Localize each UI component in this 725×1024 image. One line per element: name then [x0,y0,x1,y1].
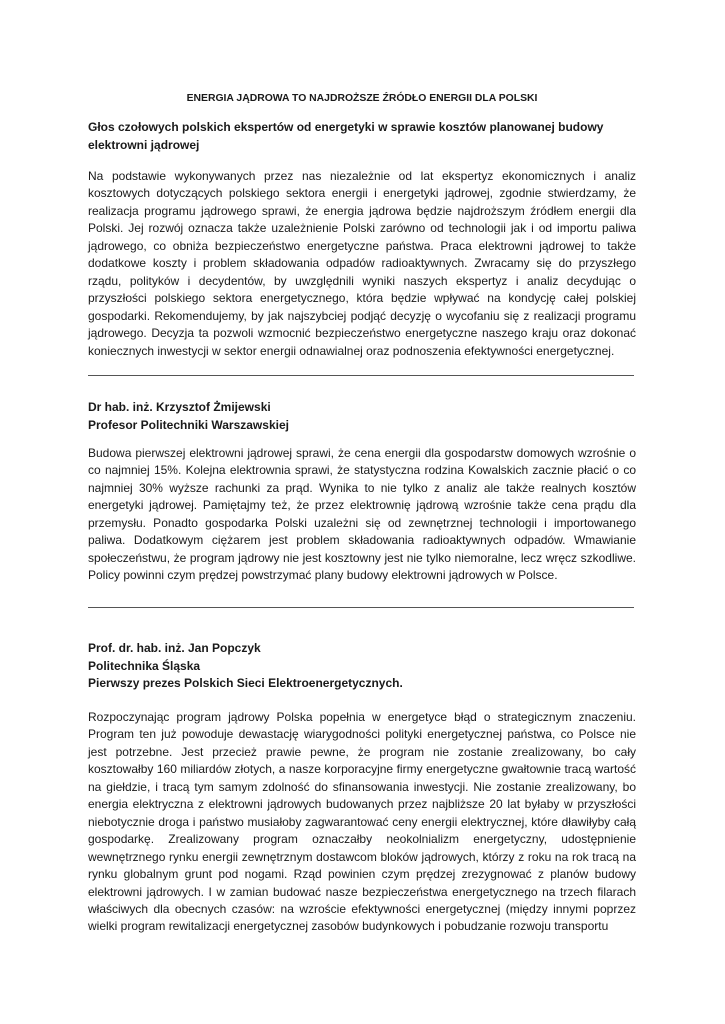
intro-paragraph: Na podstawie wykonywanych przez nas niezależnie od lat ekspertyz ekonomicznych i analiz kosztowych dotyczących polskiego sektora energii i energetyki jądrowej, zgodnie stwierdzamy, że realizacja programu jądrowego sprawi, że energia jądrowa będzie najdroższym źródłem energii dla Polski. Jej rozwój oznacza także uzależnienie Polski zarówno od technologii jak i od importu paliwa jądrowego, co obniża bezpieczeństwo energetyczne państwa. Praca elektrowni jądrowej to także dodatkowe koszty i problem składowania odpadów radioaktywnych. Zwracamy się do przyszłego rządu, polityków i decydentów, by uwzględnili wyniki naszych ekspertyz i analiz decydując o przyszłości polskiego sektora energetycznego, która będzie wpływać na kondycję całej polskiej gospodarki. Rekomendujemy, by jak najszybciej podjąć decyzję o wycofaniu się z realizacji programu jądrowego. Decyzja ta pozwoli wzmocnić bezpieczeństwo energetyczne naszego kraju oraz dokonać koniecznych inwestycji w sektor energii odnawialnej oraz podnoszenia efektywności energetycznej. [88,169,636,358]
expert-role: Pierwszy prezes Polskich Sieci Elektroenergetycznych. [88,676,403,690]
document-subtitle [88,119,636,154]
expert-affiliation: Politechnika Śląska [88,658,201,673]
expert-statement: Budowa pierwszej elektrowni jądrowej sprawi, że cena energii dla gospodarstw domowych wzrośnie o co najmniej 15%. Kolejna elektrownia sprawi, że statystyczna rodzina Kowalskich zacznie płacić o co najmniej 30% wyższe rachunki za prąd. Wynika to nie tylko z analiz ale także realnych kosztów energetyki jądrowej. Pamiętajmy też, że przez elektrownię jądrową wzrośnie także cena prądu dla przemysłu. Ponadto gospodarka Polski uzależni się od zewnętrznej technologii i importowanego paliwa. Dodatkowym ciężarem jest problem składowania radioaktywnych odpadów. Wmawianie społeczeństwu, że program jądrowy nie jest kosztowny jest nie tylko niemoralne, lecz wręcz szkodliwe. Policy powinni czym prędzej powstrzymać plany budowy elektrowni jądrowych w Polsce. [88,446,636,583]
expert-affiliation: Profesor Politechniki Warszawskiej [88,417,289,432]
expert-name: Prof. dr. hab. inż. Jan Popczyk [88,641,261,655]
document-title: ENERGIA JĄDROWA TO NAJDROŻSZE ŹRÓDŁO ENERGII DLA POLSKI [186,93,538,104]
expert-name: Dr hab. inż. Krzysztof Żmijewski [88,400,271,414]
subtitle-line: elektrowni jądrowej [88,137,200,152]
expert-header [88,399,636,434]
expert-statement: Rozpoczynając program jądrowy Polska popełnia w energetyce błąd o strategicznym znaczeniu. Program ten już powoduje dewastację wiarygodności polityki energetycznej państwa, co Polsce nie jest potrzebne. Jest przecież prawie pewne, że program nie zostanie zrealizowany, bo cały kosztowałby 160 miliardów złotych, a nasze korporacyjne firmy energetyczne gwałtownie tracą wartość na giełdzie, i tracą tym samym zdolność do sfinansowania inwestycji. Nie zostanie zrealizowany, bo energia elektryczna z elektrowni jądrowych budowanych przez najbliższe 20 lat byłaby w przyszłości niebotycznie droga i państwo musiałoby zagwarantować ceny energii elektrycznej, które dławiłyby całą gospodarkę. Zrealizowany program oznaczałby neokolnializm energetyczny, udostępnienie wewnętrznego rynku energii zewnętrznym dostawcom bloków jądrowych, którzy z roku na rok tracą na rynku globalnym grunt pod nogami. Rząd powinien czym prędzej zrezygnować z planów budowy elektrowni jądrowych. I w zamian budować nasze bezpieczeństwa energetycznego na trzech filarach właściwych dla obecnych czasów: na wzroście efektywności energetycznej (między innymi poprzez wielki program rewitalizacji energetycznej zasobów budynkowych i pobudzanie rozwoju transportu [88,710,636,934]
section-divider [88,607,634,608]
subtitle-line: Głos czołowych polskich ekspertów od energetyki w sprawie kosztów planowanej budowy [88,120,604,134]
expert-header [88,640,636,693]
section-divider [88,375,634,376]
